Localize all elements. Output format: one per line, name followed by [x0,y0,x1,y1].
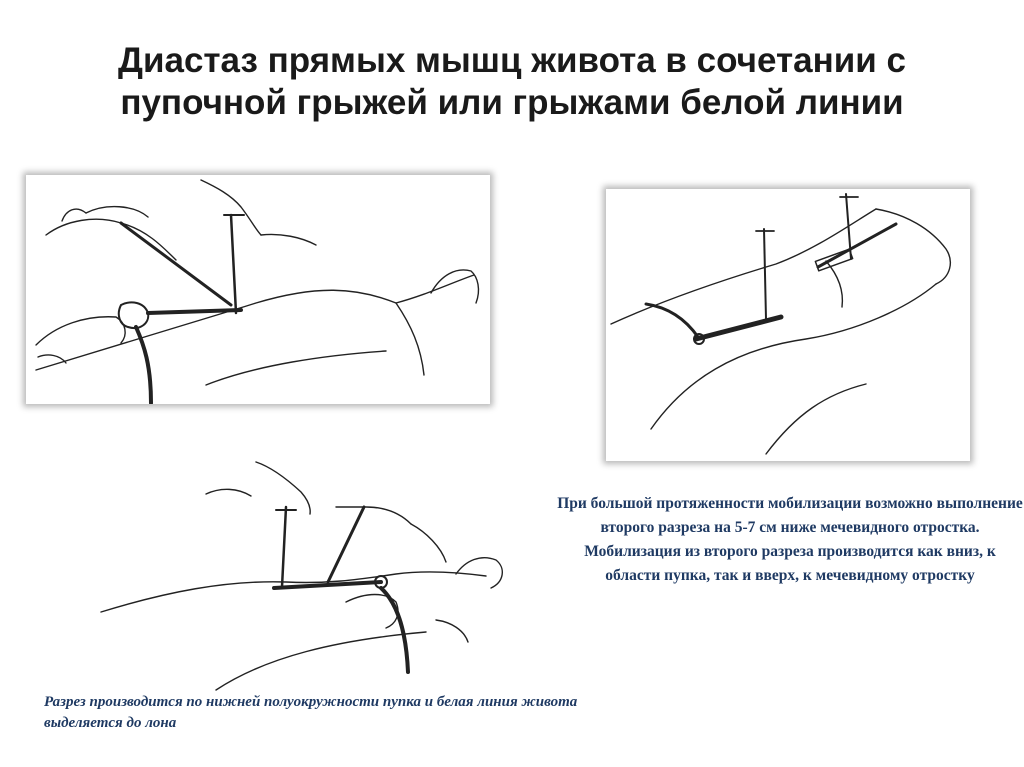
slide-title: Диастаз прямых мышц живота в сочетании с пупочной грыжей или грыжами белой линии [118,41,906,122]
surgical-drawing-bottom [96,452,576,692]
surgical-drawing-top-left [26,175,490,404]
surgical-drawing-top-right [606,189,970,461]
caption-umbilical-incision: Разрез производится по нижней полуокружности пупка и белая линия живота выделяется до лона [44,694,578,731]
caption-second-incision: При большой протяженности мобилизации возможно выполнение второго разреза на 5-7 см ниже мечевидного отростка. Мобилизация из второго разреза производится как вниз, к области пупка, так и вверх, к мечевидному отростку [557,495,1023,584]
